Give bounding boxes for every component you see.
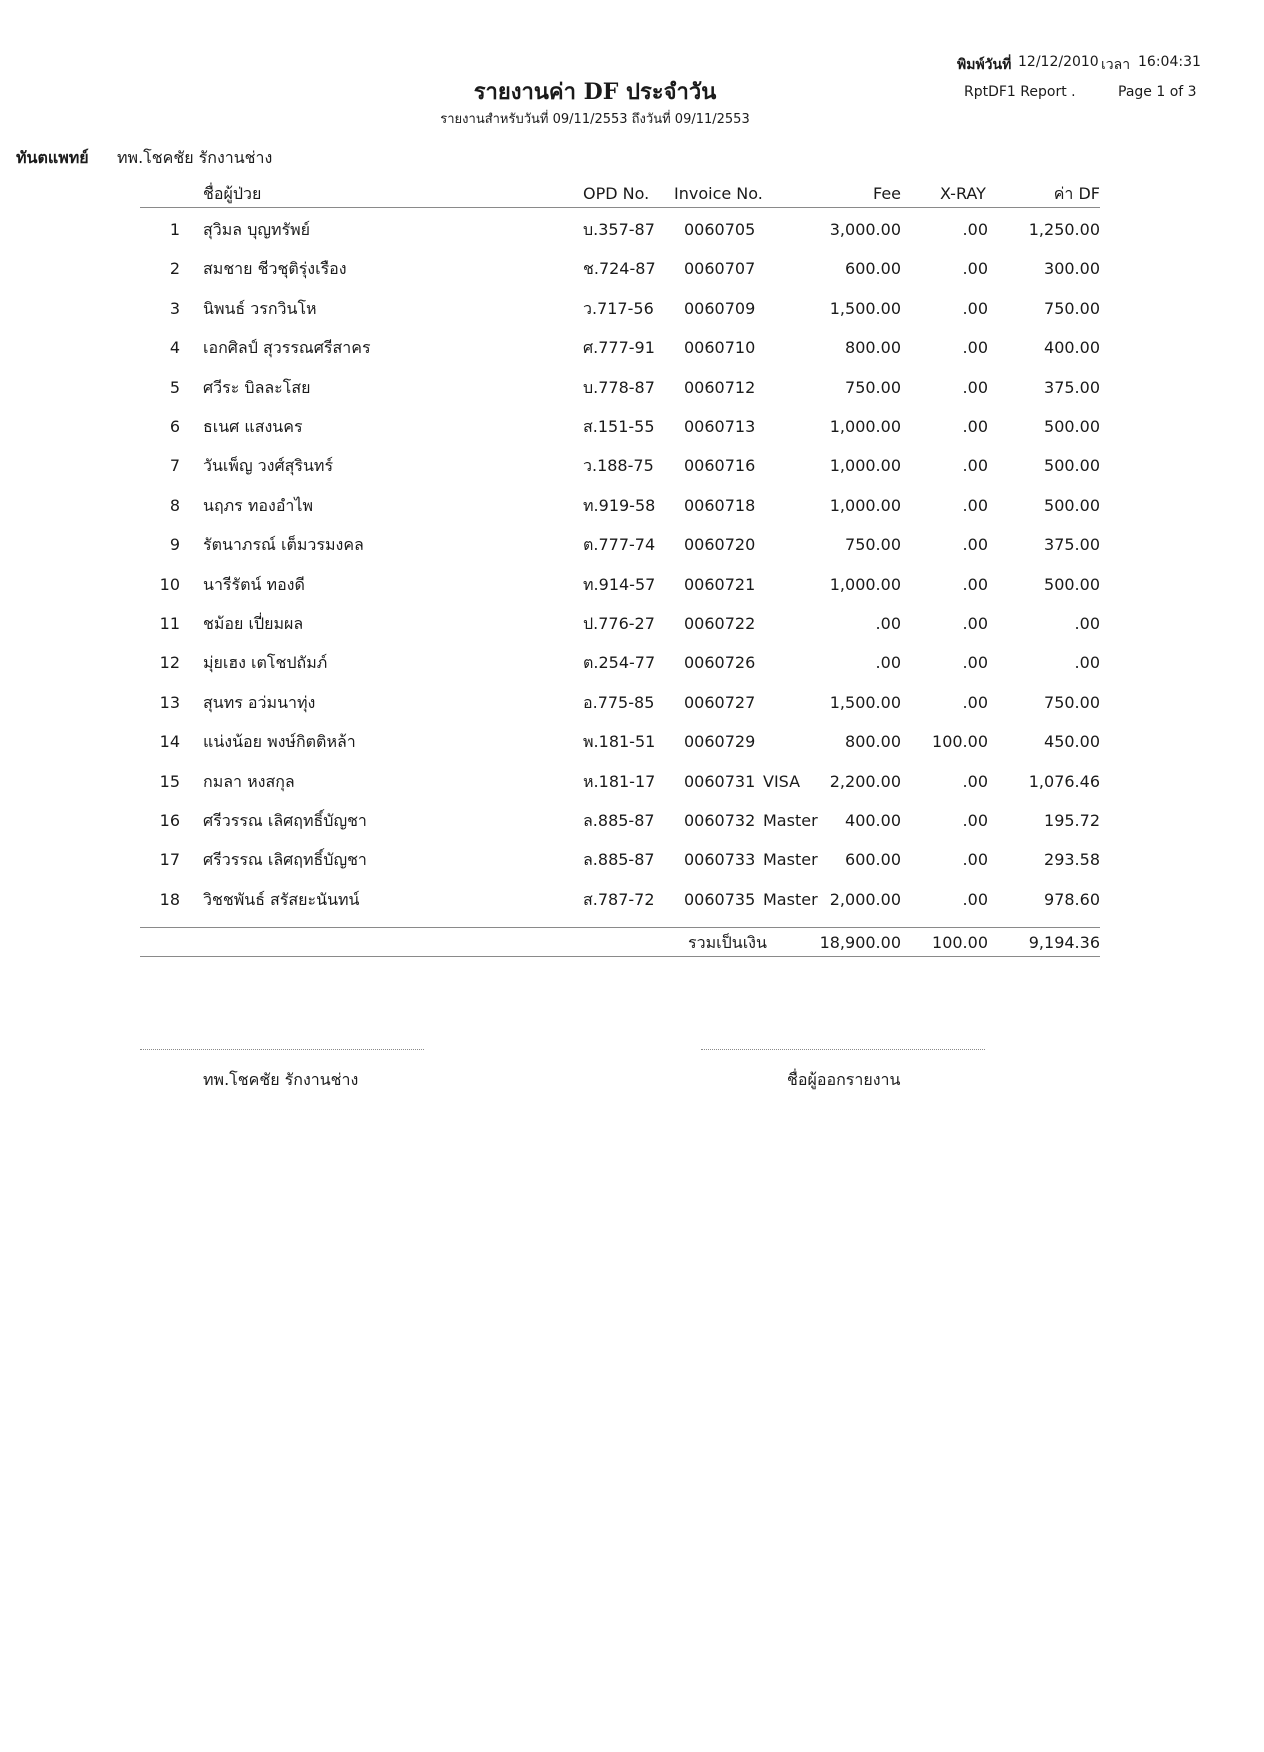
row-number: 4: [169, 338, 180, 358]
df-value: 1,076.46: [1028, 771, 1100, 791]
row-number: 6: [169, 417, 180, 436]
col-fee: Fee: [872, 184, 901, 203]
fee-value: 1,500.00: [829, 692, 901, 712]
invoice-number: 0060710: [684, 338, 756, 358]
row-number: 3: [169, 298, 180, 318]
patient-name: ศรีวรรณ เลิศฤทธิ์บัญชา: [203, 811, 367, 830]
patient-name: นารีรัตน์ ทองดี: [203, 574, 305, 594]
row-number: 11: [159, 614, 180, 633]
table-row: [0, 693, 1264, 732]
xray-value: .00: [962, 377, 988, 397]
df-value: .00: [1074, 653, 1100, 673]
df-value: 500.00: [1044, 456, 1100, 476]
fee-value: 1,000.00: [829, 574, 901, 594]
xray-value: .00: [962, 220, 988, 239]
col-df: ค่า DF: [1053, 184, 1100, 203]
opd-number: บ.778-87: [583, 377, 655, 397]
row-number: 15: [159, 771, 180, 791]
row-number: 14: [159, 732, 180, 752]
xray-value: 100.00: [932, 732, 988, 752]
fee-value: 1,000.00: [829, 456, 901, 476]
total-fee: 18,900.00: [819, 933, 901, 952]
invoice-number: 0060721: [684, 574, 756, 594]
table-row: [0, 772, 1264, 811]
xray-value: .00: [962, 417, 988, 436]
table-row: [0, 456, 1264, 495]
patient-name: แน่งน้อย พงษ์กิตติหล้า: [203, 732, 356, 752]
invoice-number: 0060729: [684, 732, 756, 752]
opd-number: ท.919-58: [583, 495, 656, 515]
xray-value: .00: [962, 574, 988, 594]
df-value: 750.00: [1044, 692, 1100, 712]
row-number: 8: [169, 495, 180, 515]
df-value: 978.60: [1044, 889, 1100, 909]
row-number: 17: [159, 850, 180, 870]
page-number: Page 1 of 3: [1118, 84, 1197, 100]
df-value: 300.00: [1044, 259, 1100, 279]
table-row: [0, 338, 1264, 377]
row-number: 9: [169, 535, 180, 555]
xray-value: .00: [962, 614, 988, 633]
table-row: [0, 378, 1264, 417]
col-opd: OPD No.: [583, 184, 650, 203]
table-row: [0, 496, 1264, 535]
df-value: 195.72: [1044, 811, 1100, 830]
patient-name: สมชาย ชีวชุติรุ่งเรือง: [203, 259, 347, 279]
signature-left-name: ทพ.โชคชัย รักงานช่าง: [203, 1070, 359, 1089]
total-divider-top: [140, 927, 1100, 928]
table-row: [0, 259, 1264, 298]
table-row: [0, 417, 1264, 456]
fee-value: 1,000.00: [829, 495, 901, 515]
patient-name: วันเพ็ญ วงศ์สุรินทร์: [203, 456, 334, 476]
patient-name: วิชชพันธ์ สรัสยะนันทน์: [203, 889, 360, 909]
df-value: 400.00: [1044, 338, 1100, 358]
opd-number: ป.776-27: [583, 614, 655, 633]
fee-value: 600.00: [845, 850, 901, 870]
opd-number: ต.777-74: [583, 535, 656, 555]
invoice-number: 0060713: [684, 417, 756, 436]
df-value: 750.00: [1044, 298, 1100, 318]
xray-value: .00: [962, 653, 988, 673]
xray-value: .00: [962, 771, 988, 791]
card-type: Master: [763, 850, 818, 870]
card-type: Master: [763, 889, 818, 909]
report-code: RptDF1 Report .: [964, 84, 1076, 100]
fee-value: .00: [875, 614, 901, 633]
opd-number: ว.717-56: [583, 298, 654, 318]
df-value: 1,250.00: [1028, 220, 1100, 239]
table-row: [0, 535, 1264, 574]
opd-number: ช.724-87: [583, 259, 656, 279]
invoice-number: 0060709: [684, 298, 756, 318]
xray-value: .00: [962, 692, 988, 712]
opd-number: ล.885-87: [583, 850, 655, 870]
row-number: 18: [159, 889, 180, 909]
table-row: [0, 614, 1264, 653]
signature-line-left: [140, 1049, 424, 1050]
patient-name: กมลา หงสกุล: [203, 771, 295, 791]
row-number: 1: [169, 220, 180, 239]
invoice-number: 0060712: [684, 377, 756, 397]
opd-number: อ.775-85: [583, 692, 655, 712]
patient-name: เอกศิลป์ สุวรรณศรีสาคร: [203, 338, 371, 358]
table-row: [0, 220, 1264, 259]
invoice-number: 0060705: [684, 220, 756, 239]
print-time-label: เวลา: [1101, 57, 1131, 73]
patient-name: สุวิมล บุญทรัพย์: [203, 220, 311, 239]
dentist-name: ทพ.โชคชัย รักงานช่าง: [117, 148, 273, 167]
patient-name: สุนทร อว่มนาทุ่ง: [203, 692, 316, 712]
signature-right-label: ชื่อผู้ออกรายงาน: [787, 1070, 901, 1089]
fee-value: 800.00: [845, 338, 901, 358]
patient-name: นิพนธ์ วรกวินโห: [203, 298, 317, 318]
patient-name: ธเนศ แสงนคร: [203, 417, 303, 436]
xray-value: .00: [962, 850, 988, 870]
table-row: [0, 850, 1264, 889]
opd-number: บ.357-87: [583, 220, 655, 239]
opd-number: พ.181-51: [583, 732, 656, 752]
fee-value: 2,000.00: [829, 889, 901, 909]
fee-value: 750.00: [845, 535, 901, 555]
df-value: 500.00: [1044, 574, 1100, 594]
row-number: 7: [169, 456, 180, 476]
invoice-number: 0060735: [684, 889, 756, 909]
opd-number: ล.885-87: [583, 811, 655, 830]
row-number: 12: [159, 653, 180, 673]
row-number: 10: [159, 574, 180, 594]
opd-number: ว.188-75: [583, 456, 654, 476]
table-row: [0, 299, 1264, 338]
table-row: [0, 575, 1264, 614]
opd-number: ต.254-77: [583, 653, 656, 673]
total-divider-bottom: [140, 956, 1100, 957]
opd-number: ส.151-55: [583, 417, 655, 436]
opd-number: ห.181-17: [583, 771, 656, 791]
fee-value: 3,000.00: [829, 220, 901, 239]
print-date: 12/12/2010: [1018, 54, 1099, 70]
card-type: Master: [763, 811, 818, 830]
total-xray: 100.00: [932, 933, 988, 952]
invoice-number: 0060716: [684, 456, 756, 476]
fee-value: 750.00: [845, 377, 901, 397]
df-value: 450.00: [1044, 732, 1100, 752]
fee-value: 1,500.00: [829, 298, 901, 318]
xray-value: .00: [962, 259, 988, 279]
fee-value: 800.00: [845, 732, 901, 752]
total-row: [0, 933, 1264, 972]
total-df: 9,194.36: [1028, 933, 1100, 952]
invoice-number: 0060733: [684, 850, 756, 870]
xray-value: .00: [962, 535, 988, 555]
invoice-number: 0060726: [684, 653, 756, 673]
df-value: 293.58: [1044, 850, 1100, 870]
xray-value: .00: [962, 298, 988, 318]
patient-name: ศรีวรรณ เลิศฤทธิ์บัญชา: [203, 850, 367, 870]
invoice-number: 0060731: [684, 771, 756, 791]
header-divider: [140, 207, 1100, 208]
patient-name: ชม้อย เปี่ยมผล: [203, 614, 304, 633]
total-label: รวมเป็นเงิน: [688, 933, 767, 952]
patient-name: รัตนาภรณ์ เต็มวรมงคล: [203, 535, 364, 555]
card-type: VISA: [763, 771, 801, 791]
df-value: 500.00: [1044, 417, 1100, 436]
col-invoice: Invoice No.: [674, 184, 763, 203]
df-value: 375.00: [1044, 377, 1100, 397]
fee-value: 1,000.00: [829, 417, 901, 436]
opd-number: ส.787-72: [583, 889, 655, 909]
invoice-number: 0060718: [684, 495, 756, 515]
row-number: 16: [159, 811, 180, 830]
table-row: [0, 653, 1264, 692]
invoice-number: 0060722: [684, 614, 756, 633]
invoice-number: 0060727: [684, 692, 756, 712]
row-number: 2: [169, 259, 180, 279]
df-value: 500.00: [1044, 495, 1100, 515]
xray-value: .00: [962, 338, 988, 358]
fee-value: 2,200.00: [829, 771, 901, 791]
invoice-number: 0060707: [684, 259, 756, 279]
df-value: 375.00: [1044, 535, 1100, 555]
print-time: 16:04:31: [1138, 54, 1201, 70]
table-row: [0, 732, 1264, 771]
xray-value: .00: [962, 495, 988, 515]
row-number: 13: [159, 692, 180, 712]
table-row: [0, 890, 1264, 929]
table-header: [0, 184, 1264, 223]
opd-number: ท.914-57: [583, 574, 656, 594]
invoice-number: 0060720: [684, 535, 756, 555]
df-value: .00: [1074, 614, 1100, 633]
print-date-label: พิมพ์วันที่: [957, 57, 1012, 73]
col-xray: X-RAY: [940, 184, 986, 203]
xray-value: .00: [962, 889, 988, 909]
xray-value: .00: [962, 811, 988, 830]
fee-value: .00: [875, 653, 901, 673]
report-subtitle: รายงานสำหรับวันที่ 09/11/2553 ถึงวันที่ 09/11/2553: [440, 112, 750, 127]
patient-name: มุ่ยเฮง เตโชปถัมภ์: [203, 653, 328, 673]
opd-number: ศ.777-91: [583, 338, 655, 358]
fee-value: 600.00: [845, 259, 901, 279]
signature-line-right: [701, 1049, 985, 1050]
patient-name: นฤภร ทองอำไพ: [203, 495, 314, 515]
report-title: รายงานค่า DF ประจำวัน: [473, 79, 717, 105]
patient-name: ศวีระ บิลละโสย: [203, 377, 311, 397]
xray-value: .00: [962, 456, 988, 476]
table-row: [0, 811, 1264, 850]
row-number: 5: [169, 377, 180, 397]
dentist-label: ทันตแพทย์: [16, 148, 89, 167]
invoice-number: 0060732: [684, 811, 756, 830]
fee-value: 400.00: [845, 811, 901, 830]
col-patient: ชื่อผู้ป่วย: [203, 184, 262, 203]
